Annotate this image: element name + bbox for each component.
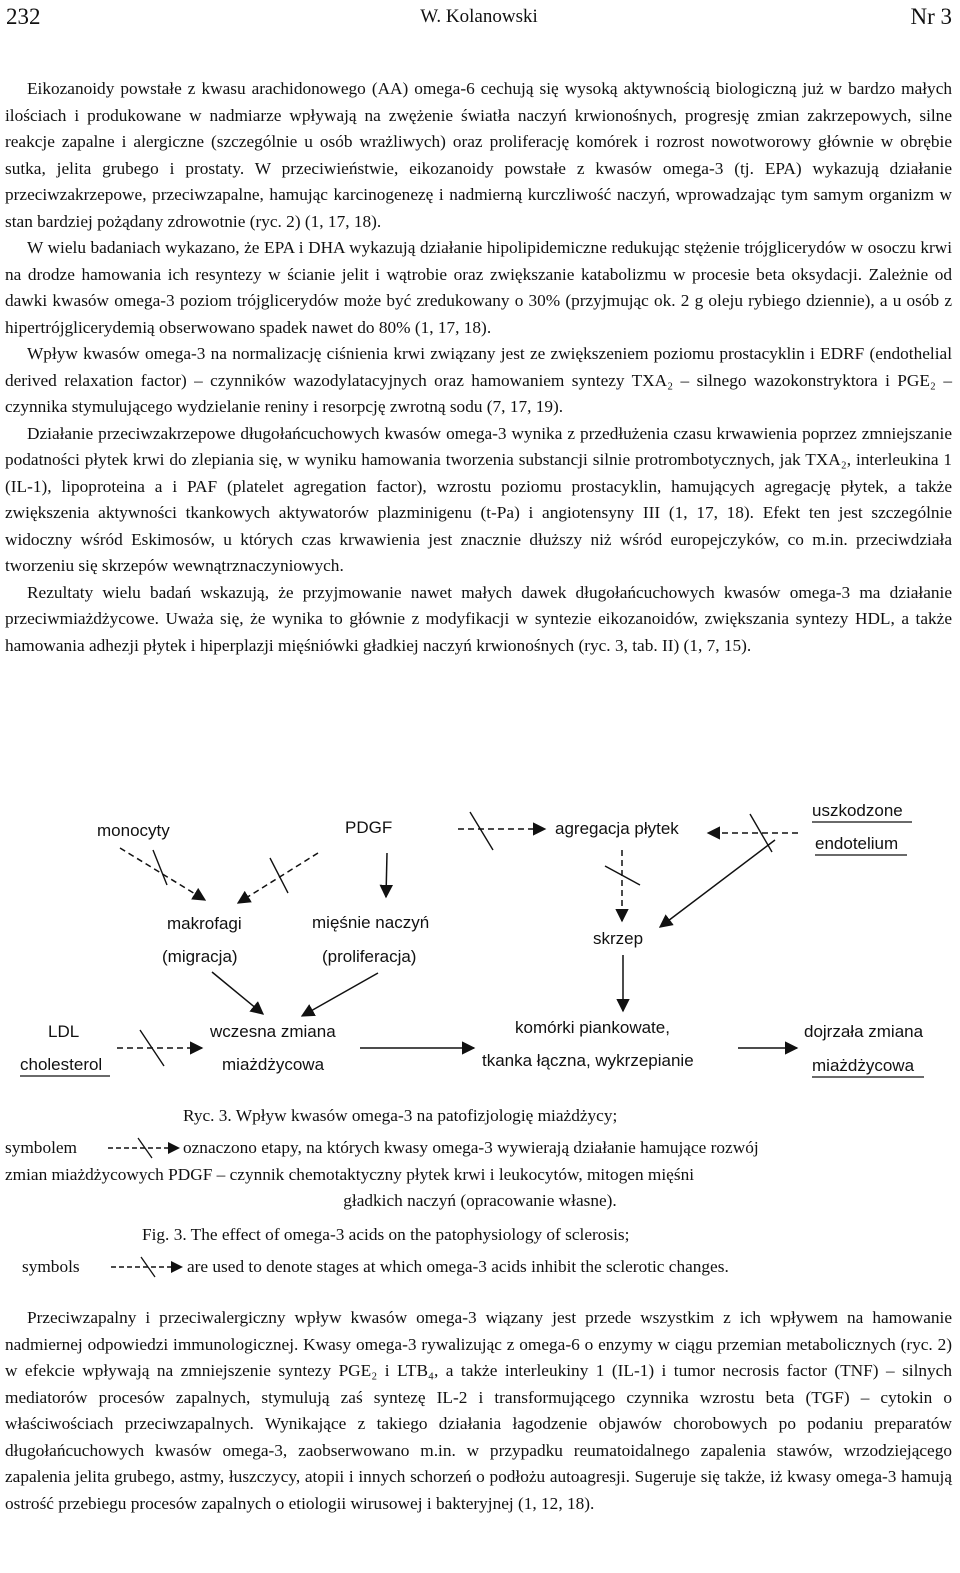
issue-number: Nr 3: [910, 4, 952, 29]
label-skrzep: skrzep: [593, 929, 644, 948]
running-header: [6, 4, 952, 34]
caption-pl-line2: zmian miażdżycowych PDGF – czynnik chemotaktyczny płytek krwi i leukocytów, mitogen mięśni: [5, 1165, 695, 1184]
figure-3-diagram: [0, 790, 960, 1100]
label-endotelium: endotelium: [815, 834, 899, 853]
caption-pl-symbol-word: symbolem: [5, 1138, 78, 1157]
label-miesnie: mięśnie naczyń: [312, 913, 430, 932]
body-text-bottom: [5, 1305, 952, 1517]
label-ldl: LDL: [48, 1022, 80, 1041]
label-dojrzala-zmiana: dojrzała zmiana: [804, 1022, 924, 1041]
caption-pl-title: Ryc. 3. Wpływ kwasów omega-3 na patofizjologię miażdżycy;: [183, 1106, 618, 1125]
paragraph: Działanie przeciwzakrzepowe długołańcuchowych kwasów omega-3 wynika z przedłużenia czasu krwawienia poprzez zmniejszanie podatności płytek krwi do zlepiania się, w wyniku hamowania tworzenia substancji silnie protrombotycznych, jak TXA₂, interleukina 1 (IL-1), lipoproteina a i PAF (platelet agregation factor), wzrostu poziomu prostacyklin, hamujących agregację płytek, a także zwiększenia aktywności tkankowych aktywatorów plazminigenu (t-Pa) i angiotensyny III (1, 17, 18). Efekt ten jest szczególnie widoczny wśród Eskimosów, u których czas krwawienia jest znacznie dłuższy niż wśród europejczyków, co m.in. przeciwdziała tworzeniu się skrzepów wewnątrznaczyniowych.: [5, 423, 952, 575]
label-proliferacja: (proliferacja): [322, 947, 417, 966]
paragraph: Wpływ kwasów omega-3 na normalizację ciśnienia krwi związany jest ze zwiększeniem poziomu prostacyklin i EDRF (endothelial derived relaxation factor) – czynników wazodylatacyjnych oraz hamowaniem syntezy TXA₂ – silnego wazokonstryktora i PGE₂ – czynnika stymulującego wydzielanie reniny i resorpcję zwrotną sodu (7, 17, 19).: [5, 344, 952, 416]
label-miazdzycowa-1: miażdżycowa: [222, 1055, 325, 1074]
label-komorki: komórki piankowate,: [515, 1018, 670, 1037]
dashed-arrow-icon: [109, 1255, 185, 1279]
paragraph: Przeciwzapalny i przeciwalergiczny wpływ kwasów omega-3 wiązany jest przede wszystkim z ich wpływem na hamowanie nadmiernej odpowiedzi immunologicznej. Kwasy omega-3 rywalizując z omega-6 o enzymy w ciągu przemian metabolicznych (ryc. 2) w efekcie wpływają na zmniejszenie syntezy PGE₂ i LTB₄, a także interleukiny 1 (IL-1) i tumor necrosis factor (TNF) – silnych mediatorów procesów zapalnych, stymulują zaś syntezę IL-2 i transformującego czynnika wzrostu beta (TGF) – cytokin o właściwościach przeciwzapalnych. Wynikające z takiego działania łagodzenie objawów chorobowych po podaniu preparatów długołańcuchowych kwasów omega-3, zaobserwowano m.in. w przypadku reumatoidalnego zapalenia stawów, wrzodziejącego zapalenia jelita grubego, astmy, łuszczycy, atopii i innych schorzeń o podłożu autoagresji. Sugeruje się także, iż kwasy omega-3 hamują ostrość przebiegu procesów zapalnych o etiologii wirusowej i bakteryjnej (1, 12, 18).: [5, 1308, 952, 1513]
label-makrofagi: makrofagi: [167, 914, 242, 933]
body-text-top: [5, 76, 952, 659]
figure-caption: [0, 1103, 960, 1293]
label-tkanka: tkanka łączna, wykrzepianie: [482, 1051, 694, 1070]
paragraph: Rezultaty wielu badań wskazują, że przyjmowanie nawet małych dawek długołańcuchowych kwasów omega-3 ma działanie przeciwmiażdżycowe. Uważa się, że wynika to głównie z modyfikacji w syntezie eikozanoidów, zwiększania syntezy HDL, a także hamowania adhezji płytek i hiperplazji mięśniówki gładkiej naczyń krwionośnych (ryc. 3, tab. II) (1, 7, 15).: [5, 582, 952, 655]
page-number: 232: [6, 4, 41, 29]
caption-en-title: Fig. 3. The effect of omega-3 acids on the patophysiology of sclerosis;: [142, 1225, 630, 1244]
label-monocyty: monocyty: [97, 821, 170, 840]
dashed-arrow-icon: [106, 1136, 182, 1160]
caption-pl-line3: gładkich naczyń (opracowanie własne).: [343, 1191, 617, 1210]
paragraph: W wielu badaniach wykazano, że EPA i DHA wykazują działanie hipolipidemiczne redukując stężenie trójglicerydów w osoczu krwi na drodze hamowania ich resyntezy w ścianie jelit i wątrobie oraz zwiększanie katabolizmu w procesie beta oksydacji. Zależnie od dawki kwasów omega-3 poziom trójglicerydów może być zredukowany o 30% (przyjmując ok. 2 g oleju rybiego dziennie), a u osób z hipertrójglicerydemią obserwowano spadek nawet do 80% (1, 17, 18).: [5, 238, 952, 337]
label-wczesna-zmiana: wczesna zmiana: [210, 1022, 336, 1041]
label-miazdzycowa-2: miażdżycowa: [812, 1056, 915, 1075]
label-agregacja: agregacja płytek: [555, 819, 679, 838]
caption-en-symbol-word: symbols: [22, 1257, 80, 1276]
label-uszkodzone: uszkodzone: [812, 801, 903, 820]
label-migracja: (migracja): [162, 947, 238, 966]
label-pdgf: PDGF: [345, 818, 393, 837]
paragraph: Eikozanoidy powstałe z kwasu arachidonowego (AA) omega-6 cechują się wysoką aktywnością biologiczną już w bardzo małych ilościach i produkowane w nadmiarze wpływają na zwężenie światła naczyń krwionośnych, progresję zmian zakrzepowych, silne reakcje zapalne i alergiczne (szczególnie u osób wrażliwych) oraz proliferację komórek i rozrost nowotworowy głównie w obrębie sutka, jelita grubego i prostaty. W przeciwieństwie, eikozanoidy powstałe z kwasów omega-3 (tj. EPA) wykazują działanie przeciwzakrzepowe, przeciwzapalne, hamując karcinogenezę i nadmierną kurczliwość naczyń, wprowadzając tym samym organizm w stan bardziej pożądany zdrowotnie (ryc. 2) (1, 17, 18).: [5, 79, 952, 231]
caption-en-rest: are used to denote stages at which omega-3 acids inhibit the sclerotic changes.: [187, 1257, 729, 1276]
running-author: W. Kolanowski: [420, 6, 538, 27]
caption-pl-rest: oznaczono etapy, na których kwasy omega-3 wywierają działanie hamujące rozwój: [183, 1138, 759, 1157]
label-cholesterol: cholesterol: [20, 1055, 103, 1074]
